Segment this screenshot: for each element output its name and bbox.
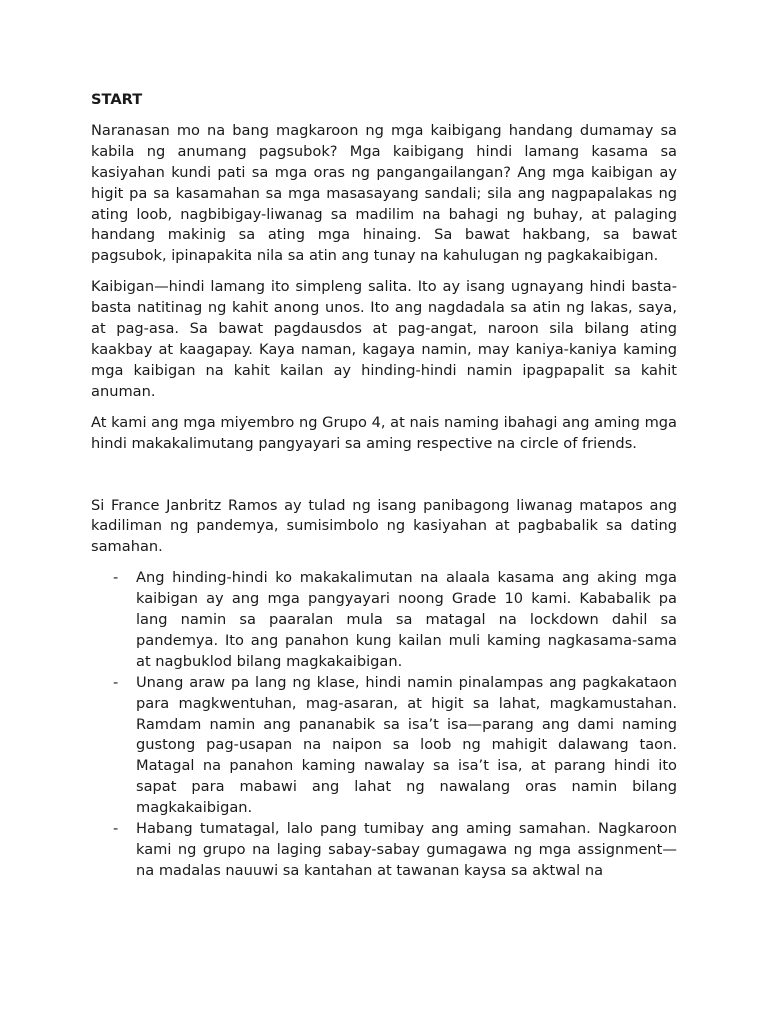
bullet-text: Ang hinding-hindi ko makakalimutan na alaala kasama ang aking mga kaibigan ay ang mga pangyayari noong Grade 10 kami. Kababalik pa lang namin sa paaralan mula sa matagal na lockdown dahil sa pandemya. Ito ang panahon kung kailan muli kaming nagkasama-sama at nagbuklod bilang magkakaibigan. — [136, 569, 677, 670]
bullet-dash: - — [113, 569, 119, 587]
bullet-dash: - — [113, 673, 119, 691]
intro-paragraph-3: At kami ang mga miyembro ng Grupo 4, at nais naming ibahagi ang aming mga hindi makakalimutang pangyayari sa aming respective na circle of friends. — [91, 413, 677, 452]
memory-bullet-list — [91, 568, 677, 882]
bullet-text: Habang tumatagal, lalo pang tumibay ang aming samahan. Nagkaroon kami ng grupo na laging sabay-sabay gumagawa ng mga assignment—na madalas nauuwi sa kantahan at tawanan kaysa sa aktwal na — [136, 820, 677, 879]
bullet-item — [91, 568, 677, 673]
bullet-item — [91, 673, 677, 819]
bullet-dash: - — [113, 820, 119, 838]
section-intro-paragraph: Si France Janbritz Ramos ay tulad ng isang panibagong liwanag matapos ang kadiliman ng pandemya, sumisimbolo ng kasiyahan at pagbabalik sa dating samahan. — [91, 496, 677, 556]
intro-paragraph-1: Naranasan mo na bang magkaroon ng mga kaibigang handang dumamay sa kabila ng anumang pagsubok? Mga kaibigang hindi lamang kasama sa kasiyahan kundi pati sa mga oras ng pangangailangan? Ang mga kaibigan ay higit pa sa kasamahan sa mga masasayang sandali; sila ang nagpapalakas ng ating loob, nagbibigay-liwanag sa madilim na bahagi ng buhay, at palaging handang makinig sa ating mga hinaing. Sa bawat hakbang, sa bawat pagsubok, ipinapakita nila sa atin ang tunay na kahulugan ng pagkakaibigan. — [91, 121, 677, 265]
intro-paragraph-2: Kaibigan—hindi lamang ito simpleng salita. Ito ay isang ugnayang hindi basta-basta natitinag ng kahit anong unos. Ito ang nagdadala sa atin ng lakas, saya, at pag-asa. Sa bawat pagdausdos at pag-angat, naroon sila bilang ating kaakbay at kaagapay. Kaya naman, kagaya namin, may kaniya-kaniya kaming mga kaibigan na kahit kailan ay hinding-hindi namin ipagpapalit sa kahit anuman. — [91, 278, 677, 400]
bullet-text: Unang araw pa lang ng klase, hindi namin pinalampas ang pagkakataon para magkwentuhan, mag-asaran, at higit sa lahat, magkamustahan. Ramdam namin ang pananabik sa isa’t isa—parang ang dami naming gustong pag-usapan na naipon sa loob ng mahigit dalawang taon. Matagal na panahon kaming nawalay sa isa’t isa, at parang hindi ito sapat para mabawi ang lahat ng nawalang oras namin bilang magkakaibigan. — [136, 673, 677, 817]
bullet-item — [91, 819, 677, 882]
document-heading: START — [91, 91, 143, 108]
document-page — [91, 90, 677, 882]
section-spacer — [91, 465, 677, 496]
